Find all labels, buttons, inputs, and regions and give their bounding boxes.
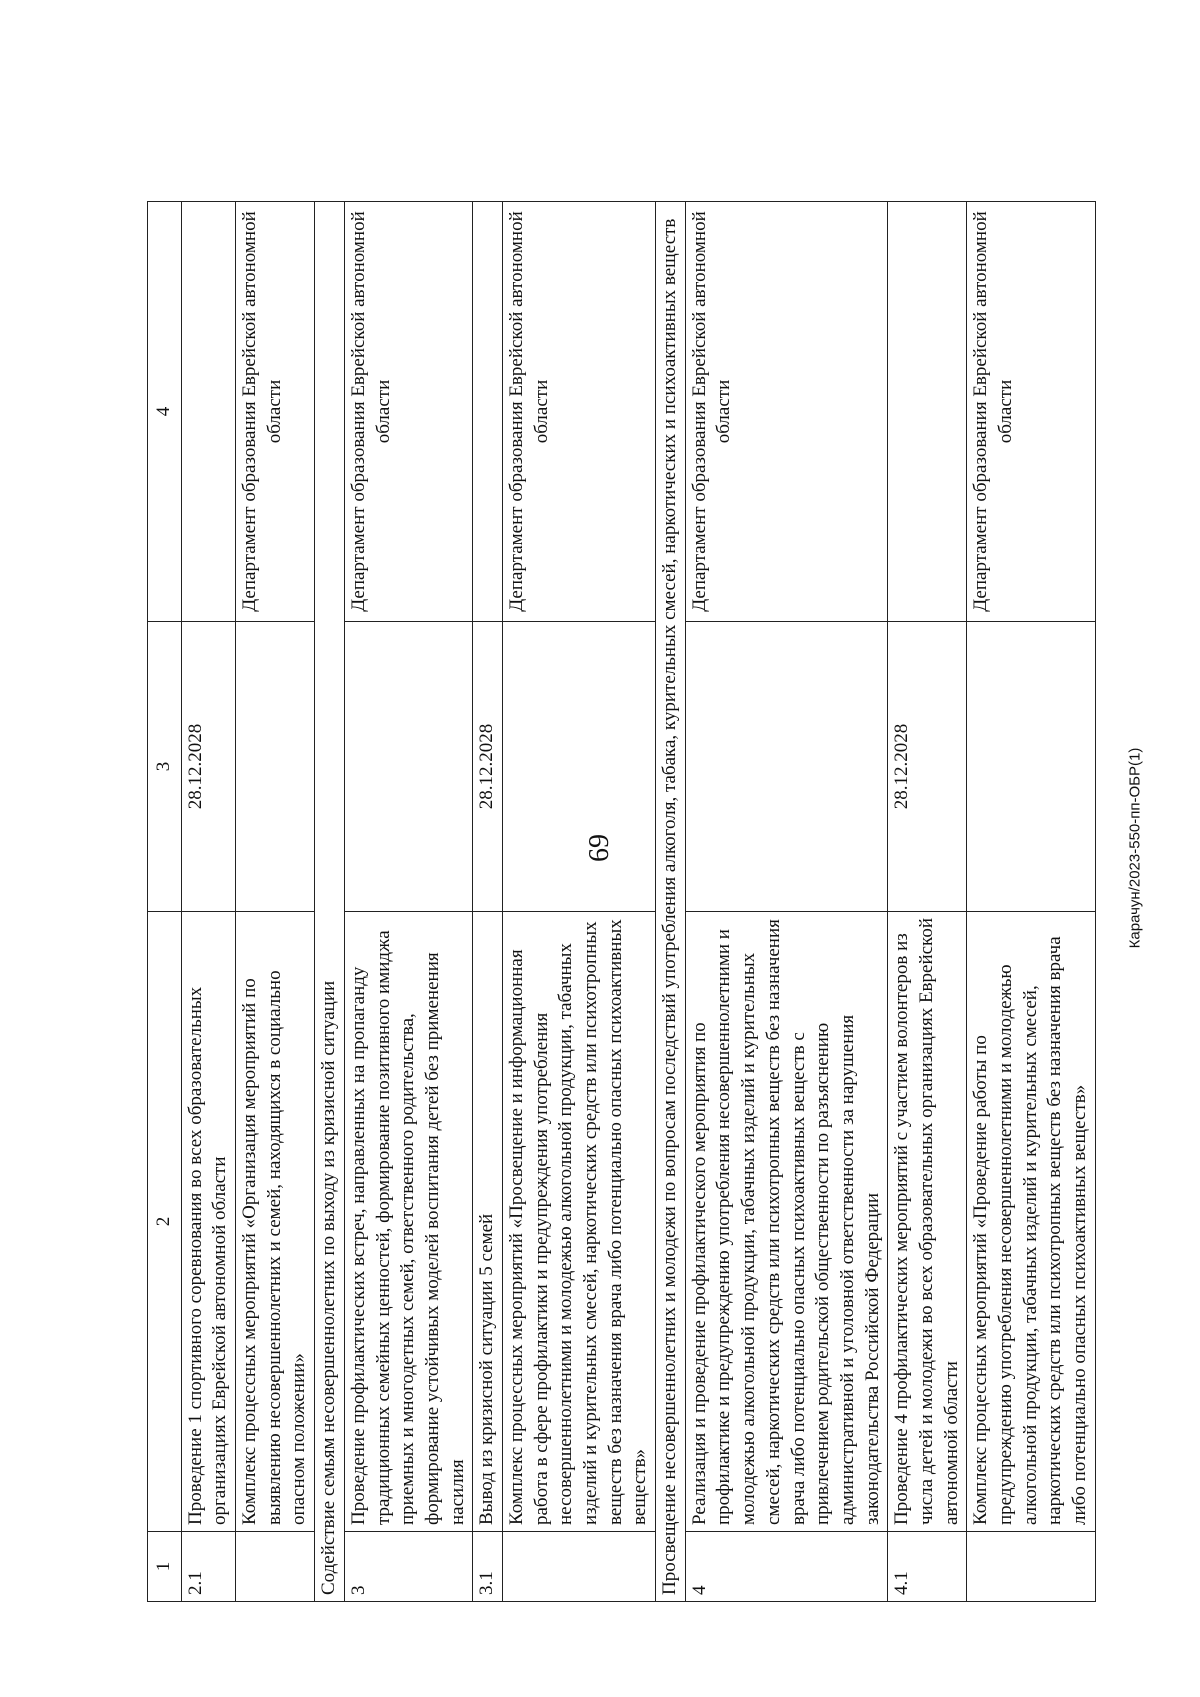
document-code: Карачун/2023-550-пп-ОБР(1) [1126,747,1144,949]
task-description-cell: Проведение 4 профилактических мероприятий с участием волонтеров из числа детей и молодежи во всех образовательных организациях Еврейской автономной области [888,912,967,1532]
table-row [685,202,888,1602]
responsible-cell: Департамент образования Еврейской автономной области [502,202,655,622]
table-row [315,202,345,1602]
table-header-row [148,202,182,1602]
row-number-cell [236,1532,315,1602]
responsible-cell [473,202,503,622]
row-number-cell [502,1532,655,1602]
header-cell: 3 [148,622,182,912]
table-row [888,202,967,1602]
responsible-cell: Департамент образования Еврейской автономной области [967,202,1095,622]
deadline-cell [685,622,888,912]
row-number-cell: 4.1 [888,1532,967,1602]
header-cell: 1 [148,1532,182,1602]
plan-table [147,201,1096,1602]
table-row [502,202,655,1602]
deadline-cell: 28.12.2028 [473,622,503,912]
responsible-cell [888,202,967,622]
deadline-cell [502,622,655,912]
row-number-cell: 3.1 [473,1532,503,1602]
deadline-cell [236,622,315,912]
task-description-cell: Проведение профилактических встреч, направленных на пропаганду традиционных семейных ценностей, формирование позитивного имиджа приемных и многодетных семей, ответственного родительства, формирование устойчивых моделей воспитания детей без применения насилия [344,912,472,1532]
table-row [473,202,503,1602]
row-number-cell: 2.1 [181,1532,235,1602]
responsible-cell: Департамент образования Еврейской автономной области [344,202,472,622]
table-row [236,202,315,1602]
section-heading-cell: Содействие семьям несовершеннолетних по выходу из кризисной ситуации [315,202,345,1602]
header-cell: 2 [148,912,182,1532]
responsible-cell [181,202,235,622]
responsible-cell: Департамент образования Еврейской автономной области [236,202,315,622]
task-description-cell: Реализация и проведение профилактического мероприятия по профилактике и предупреждению употребления несовершеннолетними и молодежью алкогольной продукции, табачных изделий и курительных смесей, наркотических средств или психотропных веществ без назначения врача либо потенциально опасных психоактивных веществ с привлечением родительской общественности по разъяснению административной и уголовной ответственности за нарушения законодательства Российской Федерации [685,912,888,1532]
table-row [181,202,235,1602]
table-row [656,202,686,1602]
deadline-cell [344,622,472,912]
section-heading-cell: Просвещение несовершеннолетних и молодежи по вопросам последствий употребления алкоголя, табака, курительных смесей, наркотических и психоактивных веществ [656,202,686,1602]
task-description-cell: Комплекс процессных мероприятий «Проведение работы по предупреждению употребления несовершеннолетними и молодежью алкогольной продукции, табачных изделий и курительных смесей, наркотических средств или психотропных веществ без назначения врача либо потенциально опасных психоактивных веществ» [967,912,1095,1532]
page-number: 69 [584,834,615,862]
task-description-cell: Проведение 1 спортивного соревнования во всех образовательных организациях Еврейской автономной области [181,912,235,1532]
row-number-cell: 3 [344,1532,472,1602]
deadline-cell: 28.12.2028 [181,622,235,912]
task-description-cell: Вывод из кризисной ситуации 5 семей [473,912,503,1532]
table-row [344,202,472,1602]
task-description-cell: Комплекс процессных мероприятий «Организация мероприятий по выявлению несовершеннолетних и семей, находящихся в социально опасном положении» [236,912,315,1532]
plan-table-wrapper [147,202,1091,1602]
responsible-cell: Департамент образования Еврейской автономной области [685,202,888,622]
row-number-cell: 4 [685,1532,888,1602]
table-row [967,202,1095,1602]
row-number-cell [967,1532,1095,1602]
deadline-cell [967,622,1095,912]
header-cell: 4 [148,202,182,622]
task-description-cell: Комплекс процессных мероприятий «Просвещение и информационная работа в сфере профилактики и предупреждения употребления несовершеннолетними и молодежью алкогольной продукции, табачных изделий и курительных смесей, наркотических средств или психотропных веществ без назначения врача либо потенциально опасных психоактивных веществ» [502,912,655,1532]
deadline-cell: 28.12.2028 [888,622,967,912]
